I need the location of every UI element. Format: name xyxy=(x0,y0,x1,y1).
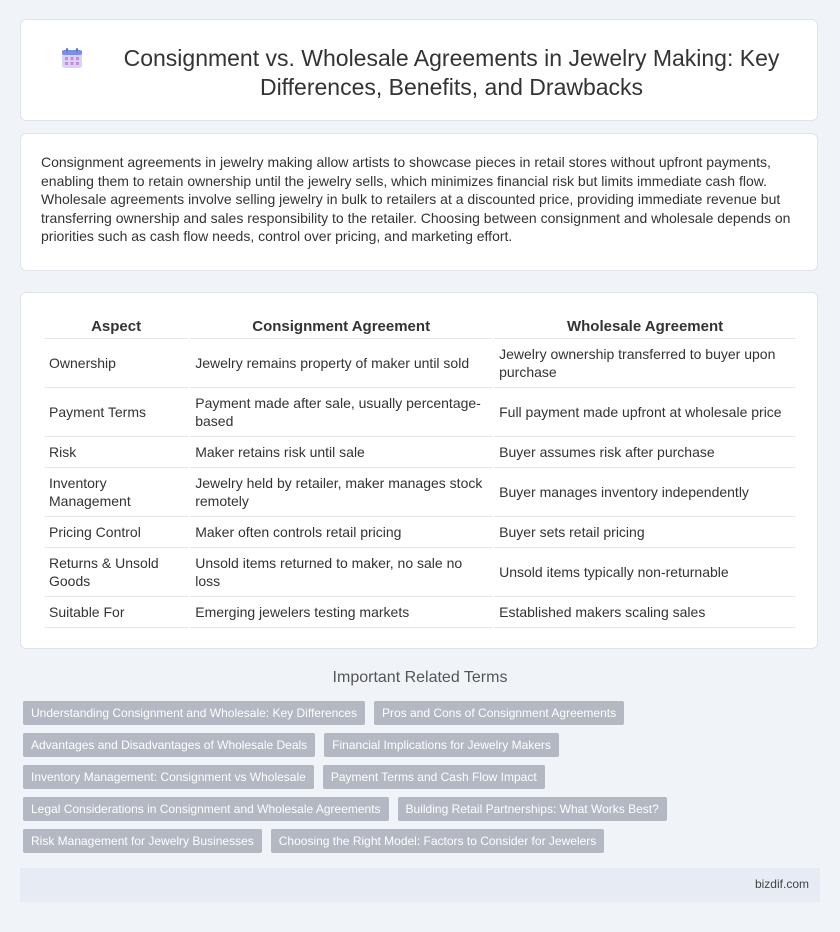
table-row xyxy=(44,437,796,468)
table-row xyxy=(44,597,796,628)
related-term-link[interactable]: Inventory Management: Consignment vs Wholesale xyxy=(23,765,314,789)
tag-row xyxy=(23,797,823,821)
related-term-link[interactable]: Choosing the Right Model: Factors to Consider for Jewelers xyxy=(271,829,604,853)
related-term-link[interactable]: Building Retail Partnerships: What Works Best? xyxy=(398,797,667,821)
aspect-cell: Ownership xyxy=(44,339,188,388)
related-term-link[interactable]: Payment Terms and Cash Flow Impact xyxy=(323,765,545,789)
aspect-cell: Suitable For xyxy=(44,597,188,628)
table-row xyxy=(44,468,796,517)
tag-row xyxy=(23,733,823,757)
related-term-link[interactable]: Legal Considerations in Consignment and Wholesale Agreements xyxy=(23,797,389,821)
aspect-cell: Returns & Unsold Goods xyxy=(44,548,188,597)
header-card xyxy=(20,19,818,121)
consignment-cell: Jewelry remains property of maker until sold xyxy=(190,339,492,388)
consignment-cell: Jewelry held by retailer, maker manages stock remotely xyxy=(190,468,492,517)
wholesale-cell: Established makers scaling sales xyxy=(494,597,796,628)
comparison-table-card xyxy=(20,292,818,649)
aspect-cell: Inventory Management xyxy=(44,468,188,517)
site-link[interactable]: bizdif.com xyxy=(754,877,809,891)
consignment-cell: Maker often controls retail pricing xyxy=(190,517,492,548)
consignment-cell: Unsold items returned to maker, no sale no loss xyxy=(190,548,492,597)
aspect-cell: Payment Terms xyxy=(44,388,188,437)
tag-row xyxy=(23,701,823,725)
consignment-cell: Payment made after sale, usually percentage-based xyxy=(190,388,492,437)
related-terms-list xyxy=(23,701,823,861)
table-row xyxy=(44,548,796,597)
related-term-link[interactable]: Financial Implications for Jewelry Makers xyxy=(324,733,559,757)
header-aspect: Aspect xyxy=(44,317,188,339)
related-term-link[interactable]: Risk Management for Jewelry Businesses xyxy=(23,829,262,853)
tag-row xyxy=(23,829,823,853)
calendar-icon xyxy=(61,47,83,69)
aspect-cell: Risk xyxy=(44,437,188,468)
related-term-link[interactable]: Advantages and Disadvantages of Wholesale Deals xyxy=(23,733,315,757)
related-terms-heading: Important Related Terms xyxy=(332,669,508,686)
wholesale-cell: Buyer sets retail pricing xyxy=(494,517,796,548)
consignment-cell: Emerging jewelers testing markets xyxy=(190,597,492,628)
tag-row xyxy=(23,765,823,789)
intro-paragraph: Consignment agreements in jewelry making allow artists to showcase pieces in retail stores without upfront payments, enabling them to retain ownership until the jewelry sells, which minimizes financial risk but limits immediate cash flow. Wholesale agreements involve selling jewelry in bulk to retailers at a discounted price, providing immediate revenue but transferring ownership and sales responsibility to the retailer. Choosing between consignment and wholesale depends on priorities such as cash flow needs, control over pricing, and marketing effort. xyxy=(41,154,791,245)
header-wholesale: Wholesale Agreement xyxy=(494,317,796,339)
consignment-cell: Maker retains risk until sale xyxy=(190,437,492,468)
related-term-link[interactable]: Understanding Consignment and Wholesale: Key Differences xyxy=(23,701,365,725)
page-title: Consignment vs. Wholesale Agreements in Jewelry Making: Key Differences, Benefits, and Drawbacks xyxy=(123,45,780,100)
table-row xyxy=(44,388,796,437)
footer xyxy=(20,868,820,902)
table-header-row xyxy=(44,317,796,339)
intro-card xyxy=(20,133,818,271)
comparison-table xyxy=(42,317,798,628)
wholesale-cell: Buyer manages inventory independently xyxy=(494,468,796,517)
wholesale-cell: Buyer assumes risk after purchase xyxy=(494,437,796,468)
wholesale-cell: Unsold items typically non-returnable xyxy=(494,548,796,597)
aspect-cell: Pricing Control xyxy=(44,517,188,548)
wholesale-cell: Full payment made upfront at wholesale price xyxy=(494,388,796,437)
wholesale-cell: Jewelry ownership transferred to buyer upon purchase xyxy=(494,339,796,388)
related-term-link[interactable]: Pros and Cons of Consignment Agreements xyxy=(374,701,624,725)
header-consignment: Consignment Agreement xyxy=(190,317,492,339)
table-row xyxy=(44,517,796,548)
table-row xyxy=(44,339,796,388)
